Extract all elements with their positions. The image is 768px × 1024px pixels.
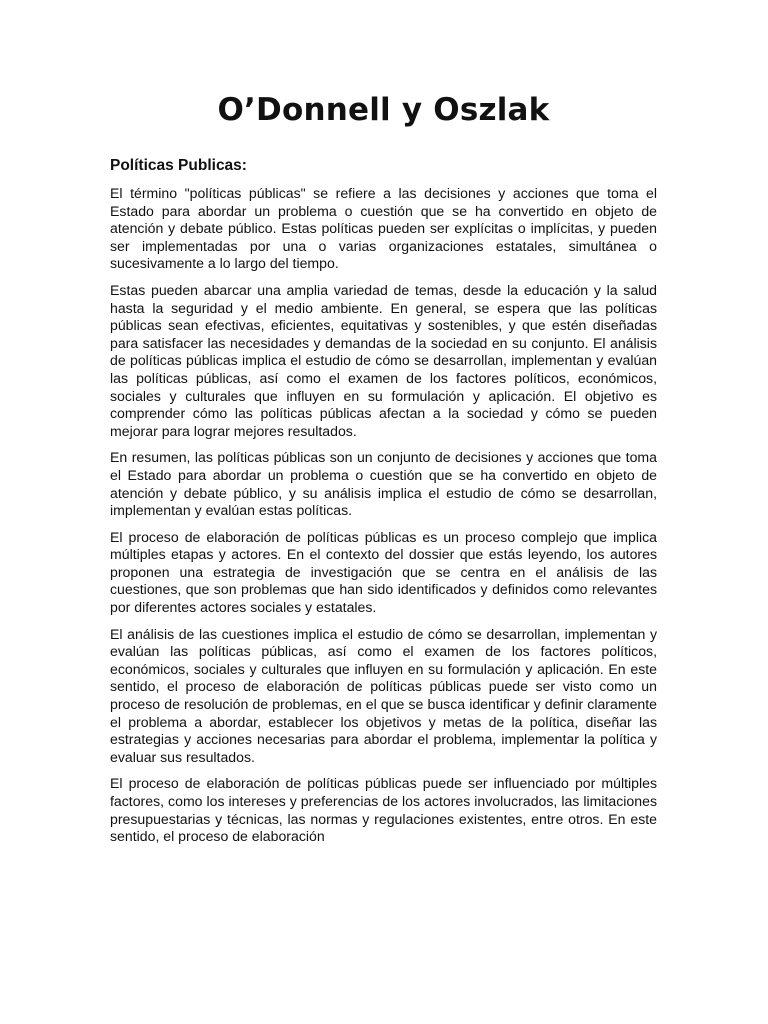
paragraph-1: El término "políticas públicas" se refiere a las decisiones y acciones que toma el Estado para abordar un problema o cuestión que se ha convertido en objeto de atención y debate público. Estas políticas pueden ser explícitas o implícitas, y pueden ser implementadas por una o varias organizaciones estatales, simultánea o sucesivamente a lo largo del tiempo. <box>110 185 657 272</box>
paragraph-4: El proceso de elaboración de políticas públicas es un proceso complejo que implica múltiples etapas y actores. En el contexto del dossier que estás leyendo, los autores proponen una estrategia de investigación que se centra en el análisis de las cuestiones, que son problemas que han sido identificados y definidos como relevantes por diferentes actores sociales y estatales. <box>110 528 657 616</box>
section-heading: Políticas Publicas: <box>110 157 247 174</box>
document-page <box>110 88 657 855</box>
paragraph-3: En resumen, las políticas públicas son un conjunto de decisiones y acciones que toma el Estado para abordar un problema o cuestión que se ha convertido en objeto de atención y debate público, y su análisis implica el estudio de cómo se desarrollan, implementan y evalúan estas políticas. <box>110 449 657 519</box>
paragraph-5: El análisis de las cuestiones implica el estudio de cómo se desarrollan, implementan y evalúan las políticas públicas, así como el examen de los factores políticos, económicos, sociales y culturales que influyen en su formulación y aplicación. En este sentido, el proceso de elaboración de políticas públicas puede ser visto como un proceso de resolución de problemas, en el que se busca identificar y definir claramente el problema a abordar, establecer los objetivos y metas de la política, diseñar las estrategias y acciones necesarias para abordar el problema, implementar la política y evaluar sus resultados. <box>110 625 657 765</box>
paragraph-6: El proceso de elaboración de políticas públicas puede ser influenciado por múltiples factores, como los intereses y preferencias de los actores involucrados, las limitaciones presupuestarias y técnicas, las normas y regulaciones existentes, entre otros. En este sentido, el proceso de elaboración <box>110 775 657 845</box>
document-title: O’Donnell y Oszlak <box>217 92 550 128</box>
paragraph-2: Estas pueden abarcar una amplia variedad de temas, desde la educación y la salud hasta la seguridad y el medio ambiente. En general, se espera que las políticas públicas sean efectivas, eficientes, equitativas y sostenibles, y que estén diseñadas para satisfacer las necesidades y demandas de la sociedad en su conjunto. El análisis de políticas públicas implica el estudio de cómo se desarrollan, implementan y evalúan las políticas públicas, así como el examen de los factores políticos, económicos, sociales y culturales que influyen en su formulación y aplicación. El objetivo es comprender cómo las políticas públicas afectan a la sociedad y cómo se pueden mejorar para lograr mejores resultados. <box>110 281 657 439</box>
